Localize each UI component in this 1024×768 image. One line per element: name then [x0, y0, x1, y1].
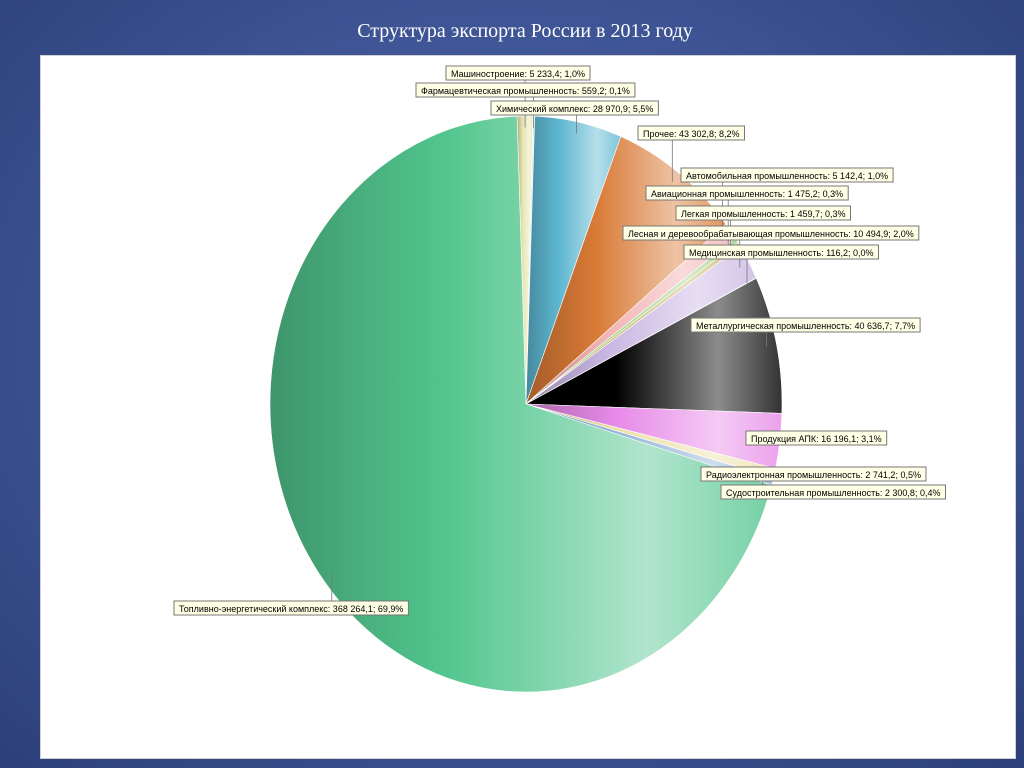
data-label-text: Фармацевтическая промышленность: 559,2; 0,1% [421, 86, 630, 96]
data-label-text: Прочее: 43 302,8; 8,2% [643, 129, 740, 139]
data-label [721, 485, 946, 499]
pie-chart [41, 56, 1015, 758]
data-label [701, 467, 926, 481]
data-label-text: Топливно-энергетический комплекс: 368 264,1; 69,9% [179, 604, 404, 614]
data-label [491, 101, 658, 115]
data-label-text: Легкая промышленность: 1 459,7; 0,3% [681, 209, 846, 219]
data-label-text: Автомобильная промышленность: 5 142,4; 1,0% [686, 171, 889, 181]
data-label [446, 66, 590, 80]
data-label [646, 186, 848, 200]
slide-title: Структура экспорта России в 2013 году [357, 20, 693, 42]
data-label-text: Медицинская промышленность: 116,2; 0,0% [689, 248, 874, 258]
data-label-text: Продукция АПК: 16 196,1; 3,1% [751, 434, 882, 444]
data-label [623, 226, 919, 240]
data-label-text: Судостроительная промышленность: 2 300,8; 0,4% [726, 488, 941, 498]
data-label-text: Машиностроение: 5 233,4; 1,0% [451, 69, 586, 79]
data-label-text: Авиационная промышленность: 1 475,2; 0,3% [651, 189, 844, 199]
data-label [416, 83, 635, 97]
data-label-text: Металлургическая промышленность: 40 636,7; 7,7% [696, 321, 916, 331]
data-label [638, 126, 745, 140]
chart-panel [40, 55, 1016, 759]
data-label [684, 245, 879, 259]
data-label [174, 601, 408, 615]
data-label-text: Лесная и деревообрабатывающая промышленность: 10 494,9; 2,0% [628, 229, 914, 239]
data-label [681, 168, 893, 182]
data-label-text: Радиоэлектронная промышленность: 2 741,2; 0,5% [706, 470, 921, 480]
data-label [676, 206, 851, 220]
data-label [746, 431, 887, 445]
data-label [691, 318, 920, 332]
data-label-text: Химический комплекс: 28 970,9; 5,5% [496, 104, 654, 114]
